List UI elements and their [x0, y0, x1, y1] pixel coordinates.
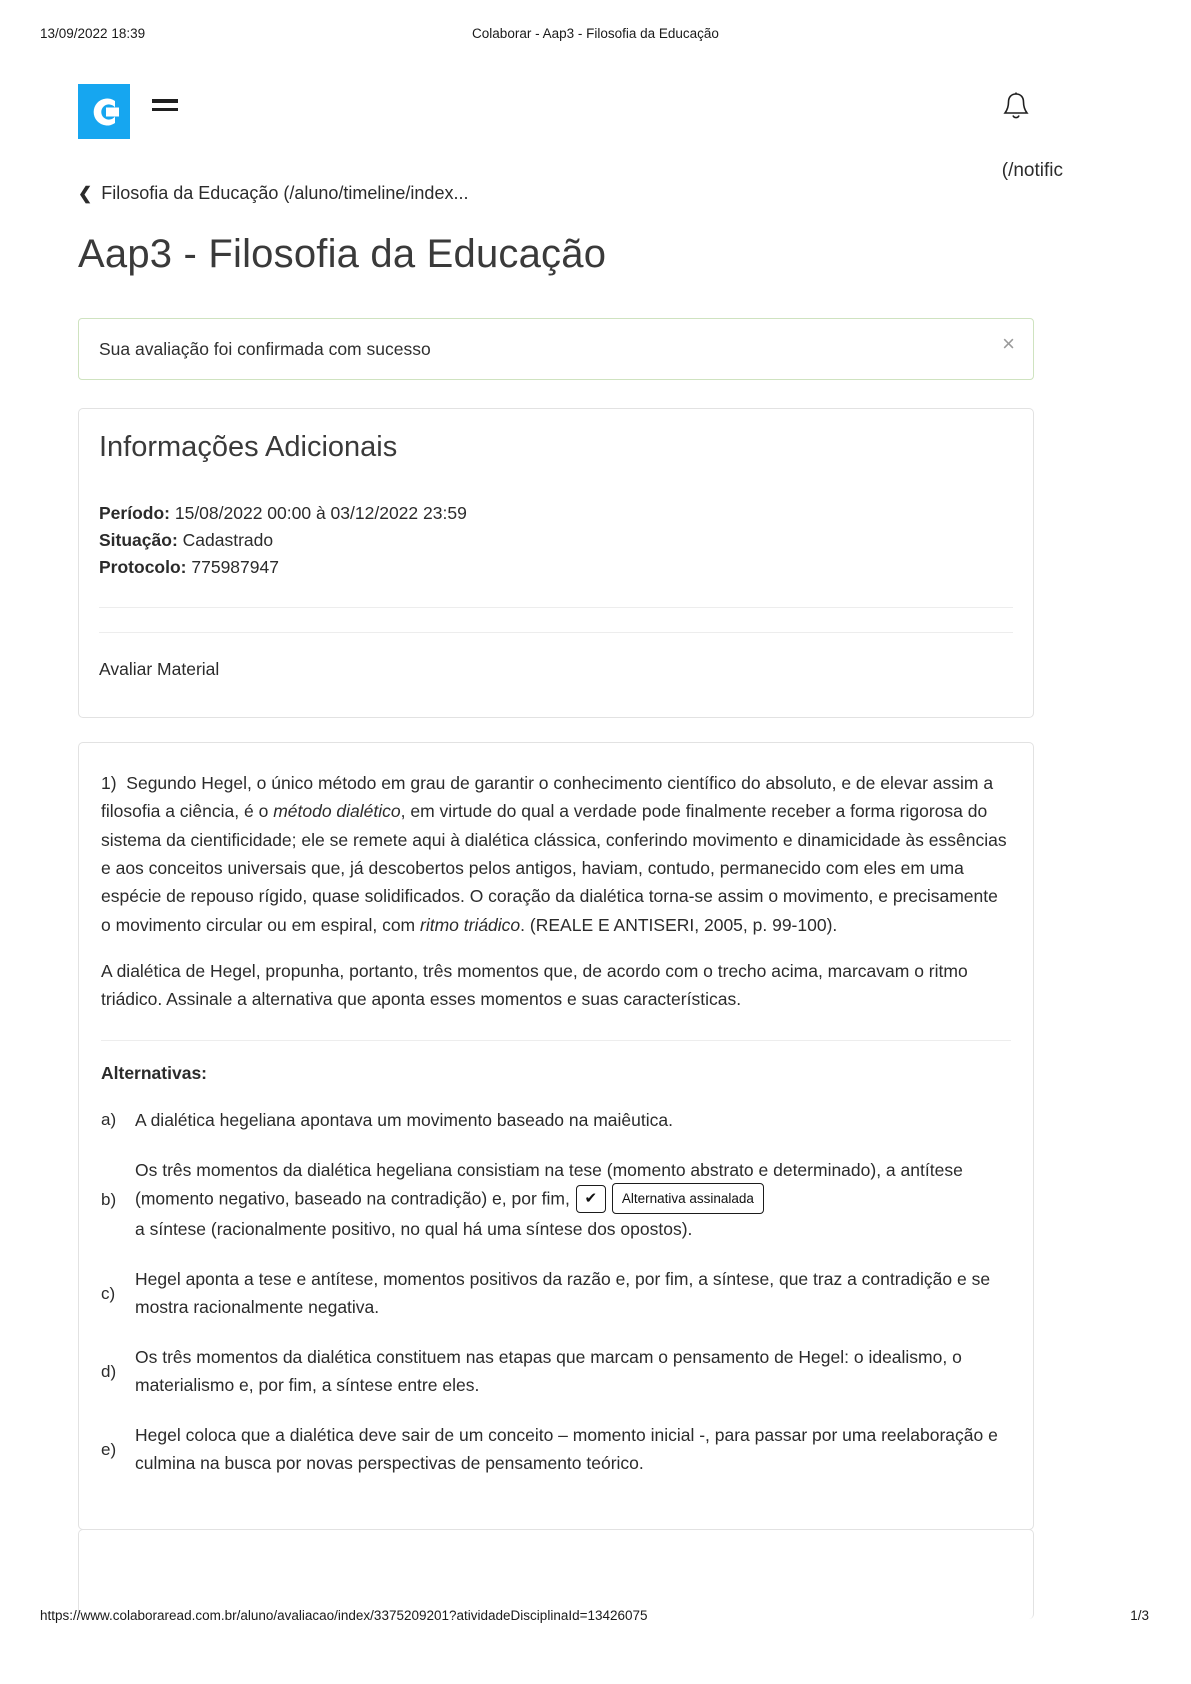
question-statement-part3: . (REALE E ANTISERI, 2005, p. 99-100). — [520, 914, 838, 935]
print-datetime: 13/09/2022 18:39 — [40, 26, 146, 41]
alternative-b-text-before: Os três momentos da dialética hegeliana consistiam na tese (momento abstrato e determinado), a antítese (momento negativo, baseado na contradição) e, por fim, — [135, 1159, 963, 1209]
alternative-letter-c: c) — [101, 1283, 116, 1303]
alternative-option-a[interactable] — [101, 1106, 1011, 1134]
info-row-protocolo — [99, 554, 1013, 581]
success-alert-message: Sua avaliação foi confirmada com sucesso — [99, 338, 431, 359]
question-statement-part2: , em virtude do qual a verdade pode finalmente receber a forma rigorosa do sistema da cientificidade; ele se remete aqui à dialética clássica, conferindo movimento e dinamicidade às essências e aos conceitos universais que, já descobertos pelos antigos, haviam, contudo, permanecido com eles em uma espécie de repouso rígido, quase solidificados. O coração da dialética torna-se assim o movimento, e precisamente o movimento circular ou em espiral, com — [101, 801, 1007, 935]
breadcrumb[interactable] — [78, 183, 468, 204]
info-value-protocolo: 775987947 — [191, 557, 279, 578]
question-prompt: A dialética de Hegel, propunha, portanto, três momentos que, de acordo com o trecho acima, marcavam o ritmo triádico. Assinale a alternativa que aponta esses momentos e suas características. — [101, 961, 968, 1010]
alternative-option-e[interactable] — [101, 1421, 1011, 1477]
alternative-text-d: Os três momentos da dialética constituem nas etapas que marcam o pensamento de Hegel: o idealismo, o materialismo e, por fim, a síntese entre eles. — [135, 1347, 962, 1396]
question-statement-part1: Segundo Hegel, o único método em grau de garantir o conhecimento científico do absoluto, e de elevar assim a filosofia a ciência, é o — [101, 773, 994, 822]
app-bar — [0, 84, 1191, 181]
alternative-option-c[interactable] — [101, 1265, 1011, 1321]
marked-answer-indicator — [576, 1183, 764, 1215]
alternative-letter-b: b) — [101, 1189, 117, 1209]
alternative-letter-e: e) — [101, 1439, 117, 1459]
info-label-periodo: Período: — [99, 503, 170, 523]
alternative-letter-a: a) — [101, 1109, 117, 1129]
alternative-text-c: Hegel aponta a tese e antítese, momentos positivos da razão e, por fim, a síntese, que traz a contradição e se mostra racionalmente negativa. — [135, 1269, 991, 1318]
check-icon: ✔ — [576, 1185, 606, 1213]
menu-icon[interactable] — [152, 99, 178, 121]
info-divider-top — [99, 607, 1013, 608]
additional-info-card — [78, 408, 1034, 718]
question-card — [78, 742, 1034, 1530]
alternative-option-d[interactable] — [101, 1343, 1011, 1399]
question-statement — [101, 769, 1011, 939]
print-footer — [0, 1608, 1191, 1628]
question-emphasis-1: método dialético — [273, 801, 401, 822]
alternative-option-b[interactable] — [101, 1156, 1011, 1244]
close-icon[interactable]: × — [1002, 331, 1015, 356]
marked-answer-label: Alternativa assinalada — [612, 1183, 764, 1215]
menu-bar-2 — [152, 108, 178, 112]
question-divider — [101, 1040, 1011, 1041]
bell-icon[interactable] — [1001, 90, 1031, 124]
print-footer-url: https://www.colaboraread.com.br/aluno/avaliacao/index/3375209201?atividadeDisciplinaId=13426075 — [40, 1608, 648, 1623]
print-footer-page-number: 1/3 — [1130, 1608, 1149, 1623]
print-header — [0, 26, 1191, 46]
alternative-b-text-after: a síntese (racionalmente positivo, no qual há uma síntese dos opostos). — [135, 1219, 693, 1240]
breadcrumb-label: Filosofia da Educação (/aluno/timeline/index... — [101, 183, 469, 203]
info-label-protocolo: Protocolo: — [99, 557, 187, 578]
info-row-situacao — [99, 527, 1013, 554]
info-value-periodo: 15/08/2022 00:00 à 03/12/2022 23:59 — [174, 503, 467, 523]
print-document-title: Colaborar - Aap3 - Filosofia da Educação — [472, 26, 719, 41]
alternative-text-a: A dialética hegeliana apontava um movimento baseado na maiêutica. — [135, 1109, 673, 1130]
info-value-situacao: Cadastrado — [182, 530, 274, 551]
notifications-link[interactable]: (/notific — [1001, 160, 1063, 181]
question-number: 1) — [101, 773, 117, 793]
page-title: Aap3 - Filosofia da Educação — [78, 232, 607, 276]
avaliar-material-link[interactable]: Avaliar Material — [99, 659, 220, 680]
next-question-card — [78, 1529, 1034, 1619]
alternative-letter-d: d) — [101, 1361, 117, 1381]
question-emphasis-2: ritmo triádico — [420, 914, 521, 935]
menu-bar-1 — [152, 99, 178, 103]
colaborar-logo-icon[interactable] — [78, 84, 130, 139]
success-alert — [78, 318, 1034, 380]
alternative-text-b — [135, 1156, 1011, 1244]
alternative-text-e: Hegel coloca que a dialética deve sair de um conceito – momento inicial -, para passar por uma reelaboração e culmina na busca por novas perspectivas de pensamento teórico. — [135, 1425, 998, 1474]
info-label-situacao: Situação: — [99, 530, 178, 551]
alternatives-heading: Alternativas: — [101, 1062, 208, 1083]
chevron-left-icon: ❮ — [78, 184, 93, 203]
additional-info-body — [79, 464, 1033, 581]
additional-info-heading: Informações Adicionais — [99, 431, 398, 463]
info-row-periodo — [99, 500, 1013, 527]
